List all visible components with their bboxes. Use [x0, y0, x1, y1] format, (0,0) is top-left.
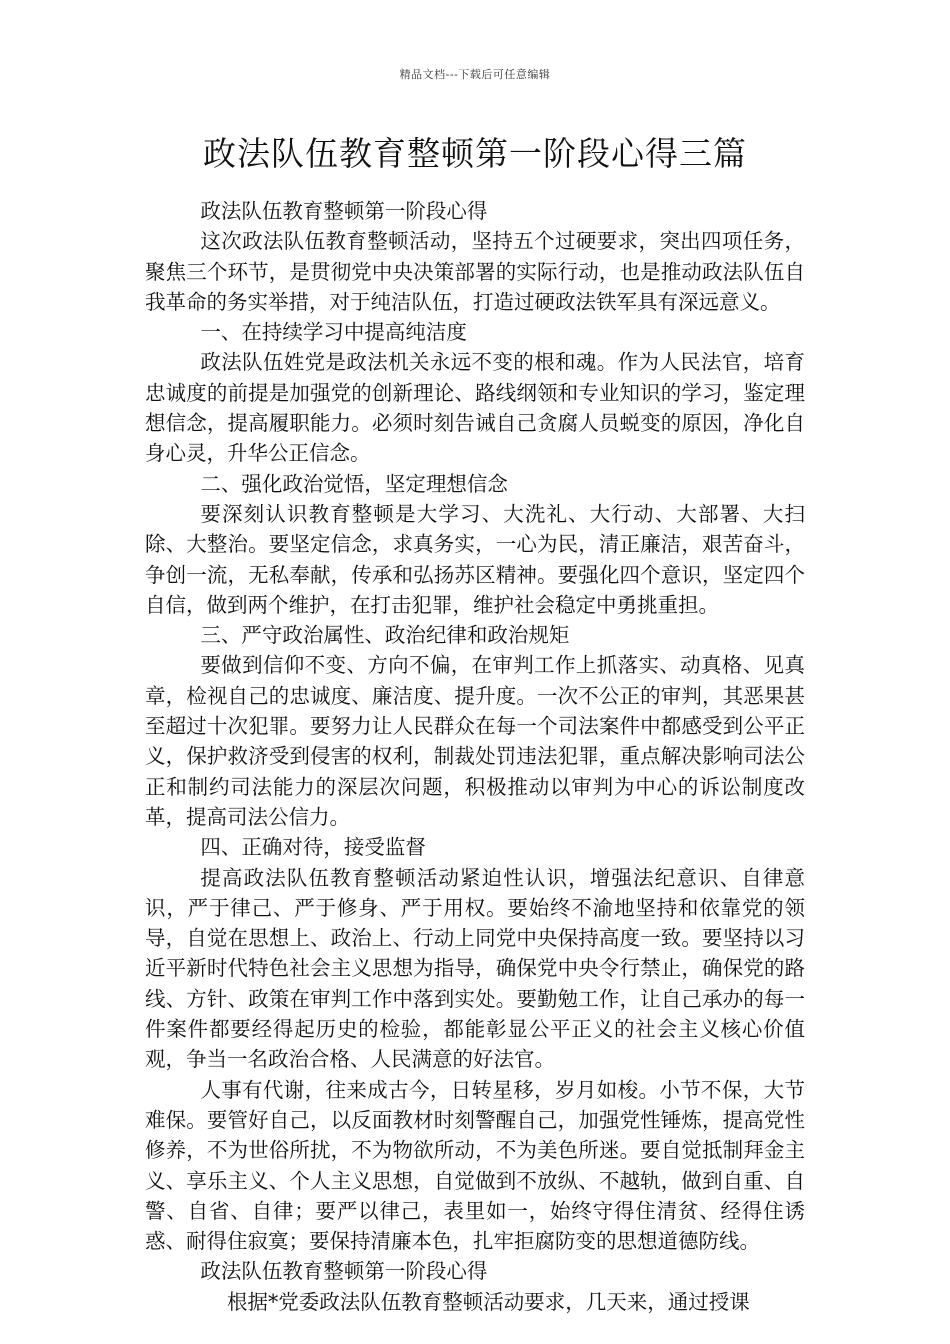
section-heading: 一、在持续学习中提高纯洁度: [200, 320, 467, 345]
body-paragraph: 要深刻认识教育整顿是大学习、大洗礼、大行动、大部署、大扫除、大整治。要坚定信念，求真务实，一心为民，清正廉洁，艰苦奋斗，争创一流，无私奉献，传承和弘扬苏区精神。要强化四个意识，坚定四个自信，做到两个维护，在打击犯罪，维护社会稳定中勇挑重担。: [145, 501, 805, 617]
section-heading: 三、严守政治属性、政治纪律和政治规矩: [200, 623, 570, 648]
document-body: [145, 196, 805, 1317]
body-paragraph: 提高政法队伍教育整顿活动紧迫性认识，增强法纪意识、自律意识，严于律己、严于修身、严于用权。要始终不渝地坚持和依靠党的领导，自觉在思想上、政治上、行动上同党中央保持高度一致。要坚持以习近平新时代特色社会主义思想为指导，确保党中央令行禁止，确保党的路线、方针、政策在审判工作中落到实处。要勤勉工作，让自己承办的每一件案件都要经得起历史的检验，都能彰显公平正义的社会主义核心价值观，争当一名政治合格、人民满意的好法官。: [145, 865, 805, 1072]
body-paragraph: 政法队伍姓党是政法机关永远不变的根和魂。作为人民法官，培育忠诚度的前提是加强党的创新理论、路线纲领和专业知识的学习，鉴定理想信念，提高履职能力。必须时刻告诫自己贪腐人员蜕变的原因，净化自身心灵，升华公正信念。: [145, 350, 805, 466]
section-subtitle: 政法队伍教育整顿第一阶段心得: [200, 199, 488, 223]
body-paragraph: 这次政法队伍教育整顿活动，坚持五个过硬要求，突出四项任务，聚焦三个环节，是贯彻党中央决策部署的实际行动，也是推动政法队伍自我革命的务实举措，对于纯洁队伍，打造过硬政法铁军具有深远意义。: [145, 229, 805, 314]
header-note: 精品文档---下载后可任意编辑: [399, 68, 551, 81]
body-paragraph: 根据*党委政法队伍教育整顿活动要求，几天来，通过授课: [227, 1289, 750, 1314]
section-heading: 四、正确对待，接受监督: [200, 835, 426, 860]
body-paragraph: 人事有代谢，往来成古今，日转星移，岁月如梭。小节不保，大节难保。要管好自己，以反面教材时刻警醒自己，加强党性锤炼，提高党性修养，不为世俗所扰，不为物欲所动，不为美色所迷。要自觉抵制拜金主义、享乐主义、个人主义思想，自觉做到不放纵、不越轨，做到自重、自警、自省、自律；要严以律己，表里如一，始终守得住清贫、经得住诱惑、耐得住寂寞；要保持清廉本色，扎牢拒腐防变的思想道德防线。: [145, 1077, 805, 1254]
body-paragraph: 要做到信仰不变、方向不偏，在审判工作上抓落实、动真格、见真章，检视自己的忠诚度、廉洁度、提升度。一次不公正的审判，其恶果甚至超过十次犯罪。要努力让人民群众在每一个司法案件中都感受到公平正义，保护救济受到侵害的权利，制裁处罚违法犯罪，重点解决影响司法公正和制约司法能力的深层次问题，积极推动以审判为中心的诉讼制度改革，提高司法公信力。: [145, 653, 805, 829]
section-heading: 二、强化政治觉悟，坚定理想信念: [200, 471, 508, 496]
section-subtitle: 政法队伍教育整顿第一阶段心得: [200, 1259, 488, 1284]
page-title: 政法队伍教育整顿第一阶段心得三篇: [203, 134, 747, 173]
